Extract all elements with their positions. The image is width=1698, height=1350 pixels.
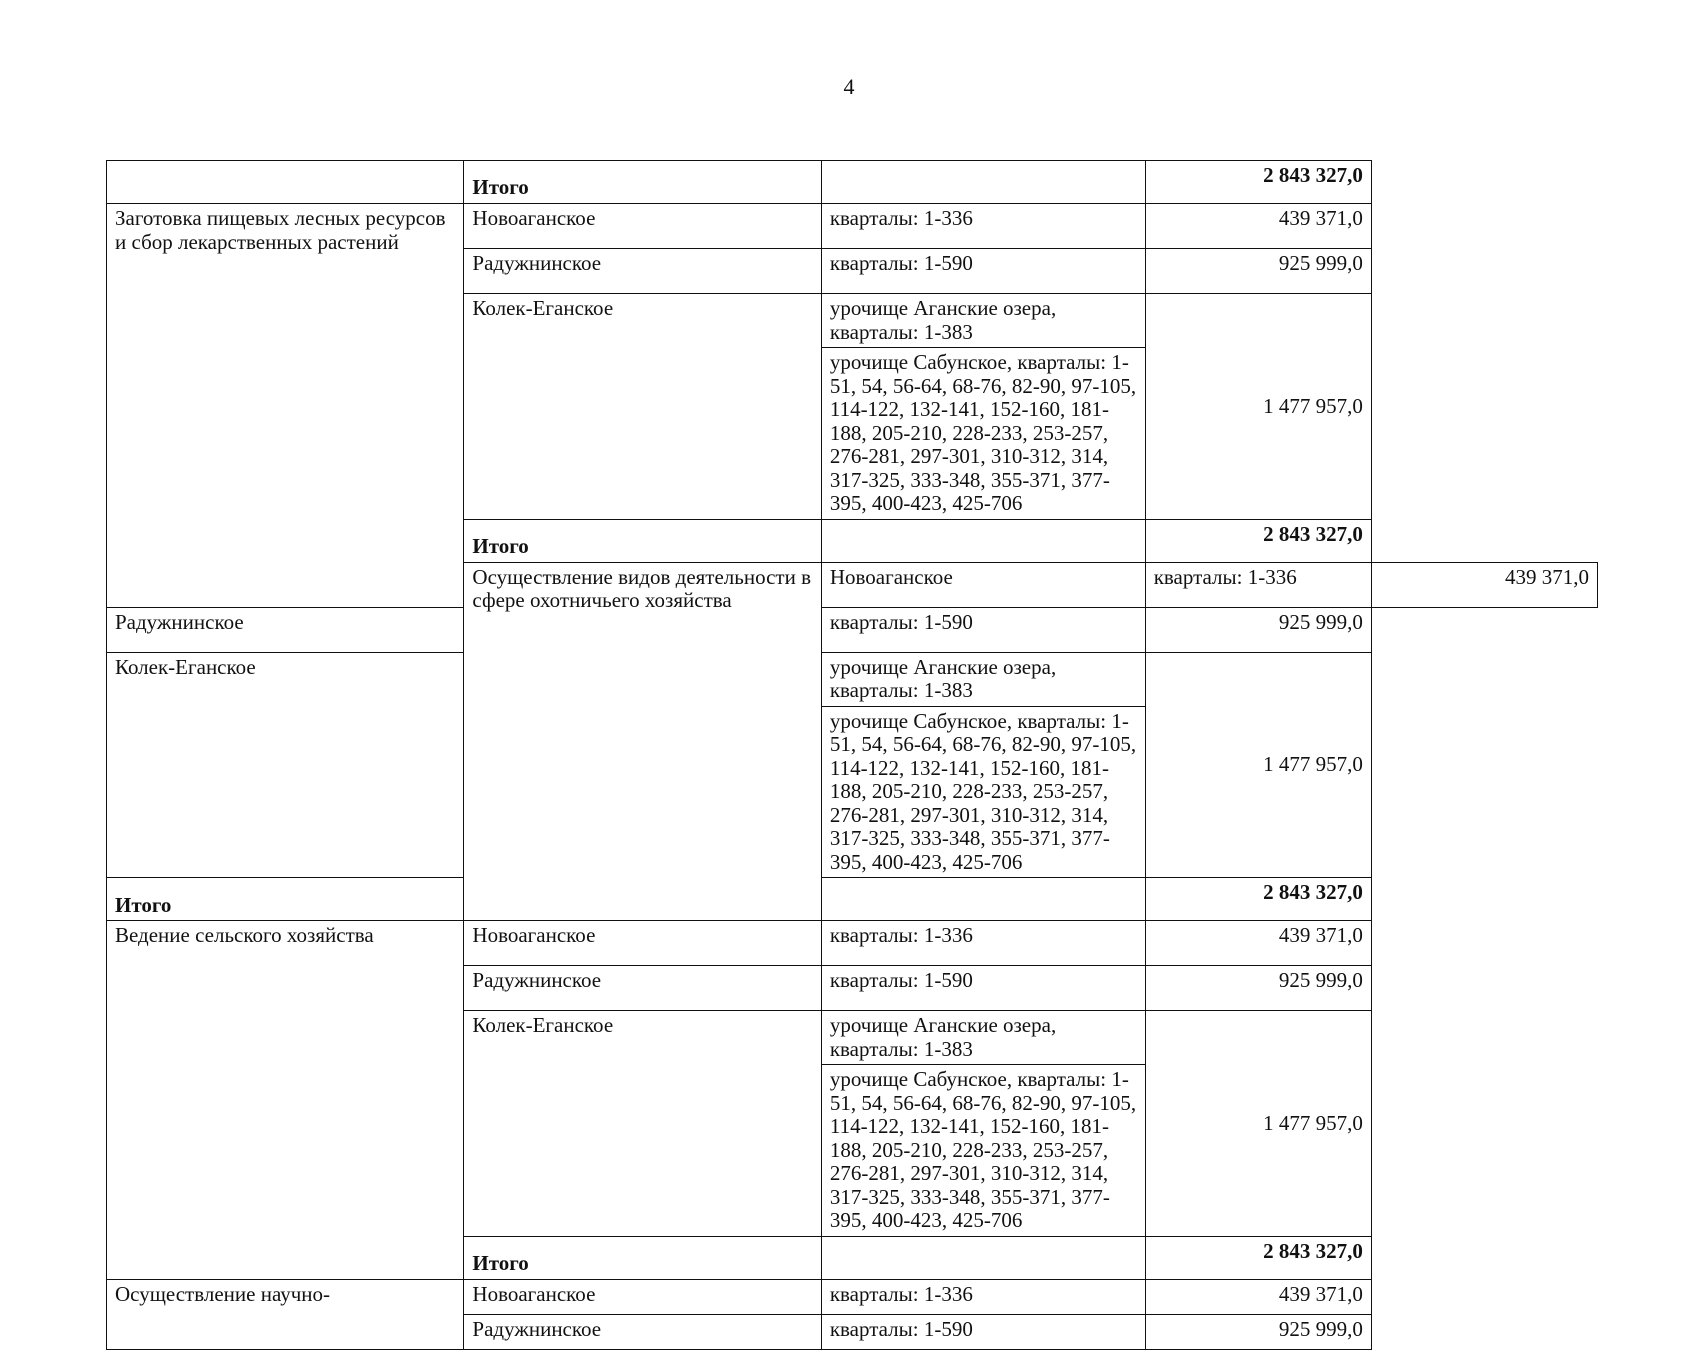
area-novoagan: 439 371,0 xyxy=(1145,1279,1371,1314)
district-kolek: Колек-Еганское xyxy=(464,1011,821,1237)
location-novoagan: кварталы: 1-336 xyxy=(1145,562,1371,607)
page-number: 4 xyxy=(843,74,855,99)
location-cell xyxy=(821,1236,1145,1279)
forest-use-table xyxy=(106,160,1598,1350)
location-agan: урочище Аганские озера, кварталы: 1-383 xyxy=(821,294,1145,348)
location-novoagan: кварталы: 1-336 xyxy=(821,204,1145,249)
total-value: 2 843 327,0 xyxy=(1145,878,1371,921)
area-kolek: 1 477 957,0 xyxy=(1145,1011,1371,1237)
location-raduzh: кварталы: 1-590 xyxy=(821,966,1145,1011)
total-label: Итого xyxy=(464,1236,821,1279)
total-value: 2 843 327,0 xyxy=(1145,519,1371,562)
activity-agri: Ведение сельского хозяйства xyxy=(107,921,464,1280)
total-label: Итого xyxy=(464,161,821,204)
total-value: 2 843 327,0 xyxy=(1145,1236,1371,1279)
location-sabun: урочище Сабунское, кварталы: 1-51, 54, 56-64, 68-76, 82-90, 97-105, 114-122, 132-141, 152-160, 181-188, 205-210, 228-233, 253-257, 276-281, 297-301, 310-312, 314, 317-325, 333-348, 355-371, 377-395, 400-423, 425-706 xyxy=(821,706,1145,878)
area-raduzh: 925 999,0 xyxy=(1145,249,1371,294)
area-kolek: 1 477 957,0 xyxy=(1145,294,1371,520)
location-agan: урочище Аганские озера, кварталы: 1-383 xyxy=(821,652,1145,706)
location-raduzh: кварталы: 1-590 xyxy=(821,1314,1145,1349)
area-novoagan: 439 371,0 xyxy=(1145,921,1371,966)
location-novoagan: кварталы: 1-336 xyxy=(821,1279,1145,1314)
activity-science: Осуществление научно- xyxy=(107,1279,464,1349)
area-raduzh: 925 999,0 xyxy=(1145,1314,1371,1349)
table-row xyxy=(107,1279,1598,1314)
area-novoagan: 439 371,0 xyxy=(1371,562,1597,607)
table-row-total xyxy=(107,161,1598,204)
district-novoagan: Новоаганское xyxy=(821,562,1145,607)
total-label: Итого xyxy=(464,519,821,562)
table-row-total xyxy=(107,878,1598,921)
location-cell xyxy=(821,519,1145,562)
activity-food: Заготовка пищевых лесных ресурсов и сбор лекарственных растений xyxy=(107,204,464,608)
activity-cell xyxy=(107,161,464,204)
location-cell xyxy=(821,161,1145,204)
location-sabun: урочище Сабунское, кварталы: 1-51, 54, 56-64, 68-76, 82-90, 97-105, 114-122, 132-141, 152-160, 181-188, 205-210, 228-233, 253-257, 276-281, 297-301, 310-312, 314, 317-325, 333-348, 355-371, 377-395, 400-423, 425-706 xyxy=(821,348,1145,520)
location-raduzh: кварталы: 1-590 xyxy=(821,249,1145,294)
district-kolek: Колек-Еганское xyxy=(107,652,464,878)
district-raduzh: Радужнинское xyxy=(464,966,821,1011)
area-novoagan: 439 371,0 xyxy=(1145,204,1371,249)
location-agan: урочище Аганские озера, кварталы: 1-383 xyxy=(821,1011,1145,1065)
area-raduzh: 925 999,0 xyxy=(1145,966,1371,1011)
table-row xyxy=(107,921,1598,966)
table-row xyxy=(107,204,1598,249)
area-kolek: 1 477 957,0 xyxy=(1145,652,1371,878)
district-novoagan: Новоаганское xyxy=(464,204,821,249)
district-novoagan: Новоаганское xyxy=(464,1279,821,1314)
district-novoagan: Новоаганское xyxy=(464,921,821,966)
total-label: Итого xyxy=(107,878,464,921)
district-kolek: Колек-Еганское xyxy=(464,294,821,520)
location-cell xyxy=(821,878,1145,921)
total-value: 2 843 327,0 xyxy=(1145,161,1371,204)
location-raduzh: кварталы: 1-590 xyxy=(821,607,1145,652)
table-row xyxy=(107,607,1598,652)
area-raduzh: 925 999,0 xyxy=(1145,607,1371,652)
district-raduzh: Радужнинское xyxy=(107,607,464,652)
table-row xyxy=(107,652,1598,706)
location-novoagan: кварталы: 1-336 xyxy=(821,921,1145,966)
activity-hunting: Осуществление видов деятельности в сфере охотничьего хозяйства xyxy=(464,562,821,921)
district-raduzh: Радужнинское xyxy=(464,249,821,294)
district-raduzh: Радужнинское xyxy=(464,1314,821,1349)
location-sabun: урочище Сабунское, кварталы: 1-51, 54, 56-64, 68-76, 82-90, 97-105, 114-122, 132-141, 152-160, 181-188, 205-210, 228-233, 253-257, 276-281, 297-301, 310-312, 314, 317-325, 333-348, 355-371, 377-395, 400-423, 425-706 xyxy=(821,1065,1145,1237)
